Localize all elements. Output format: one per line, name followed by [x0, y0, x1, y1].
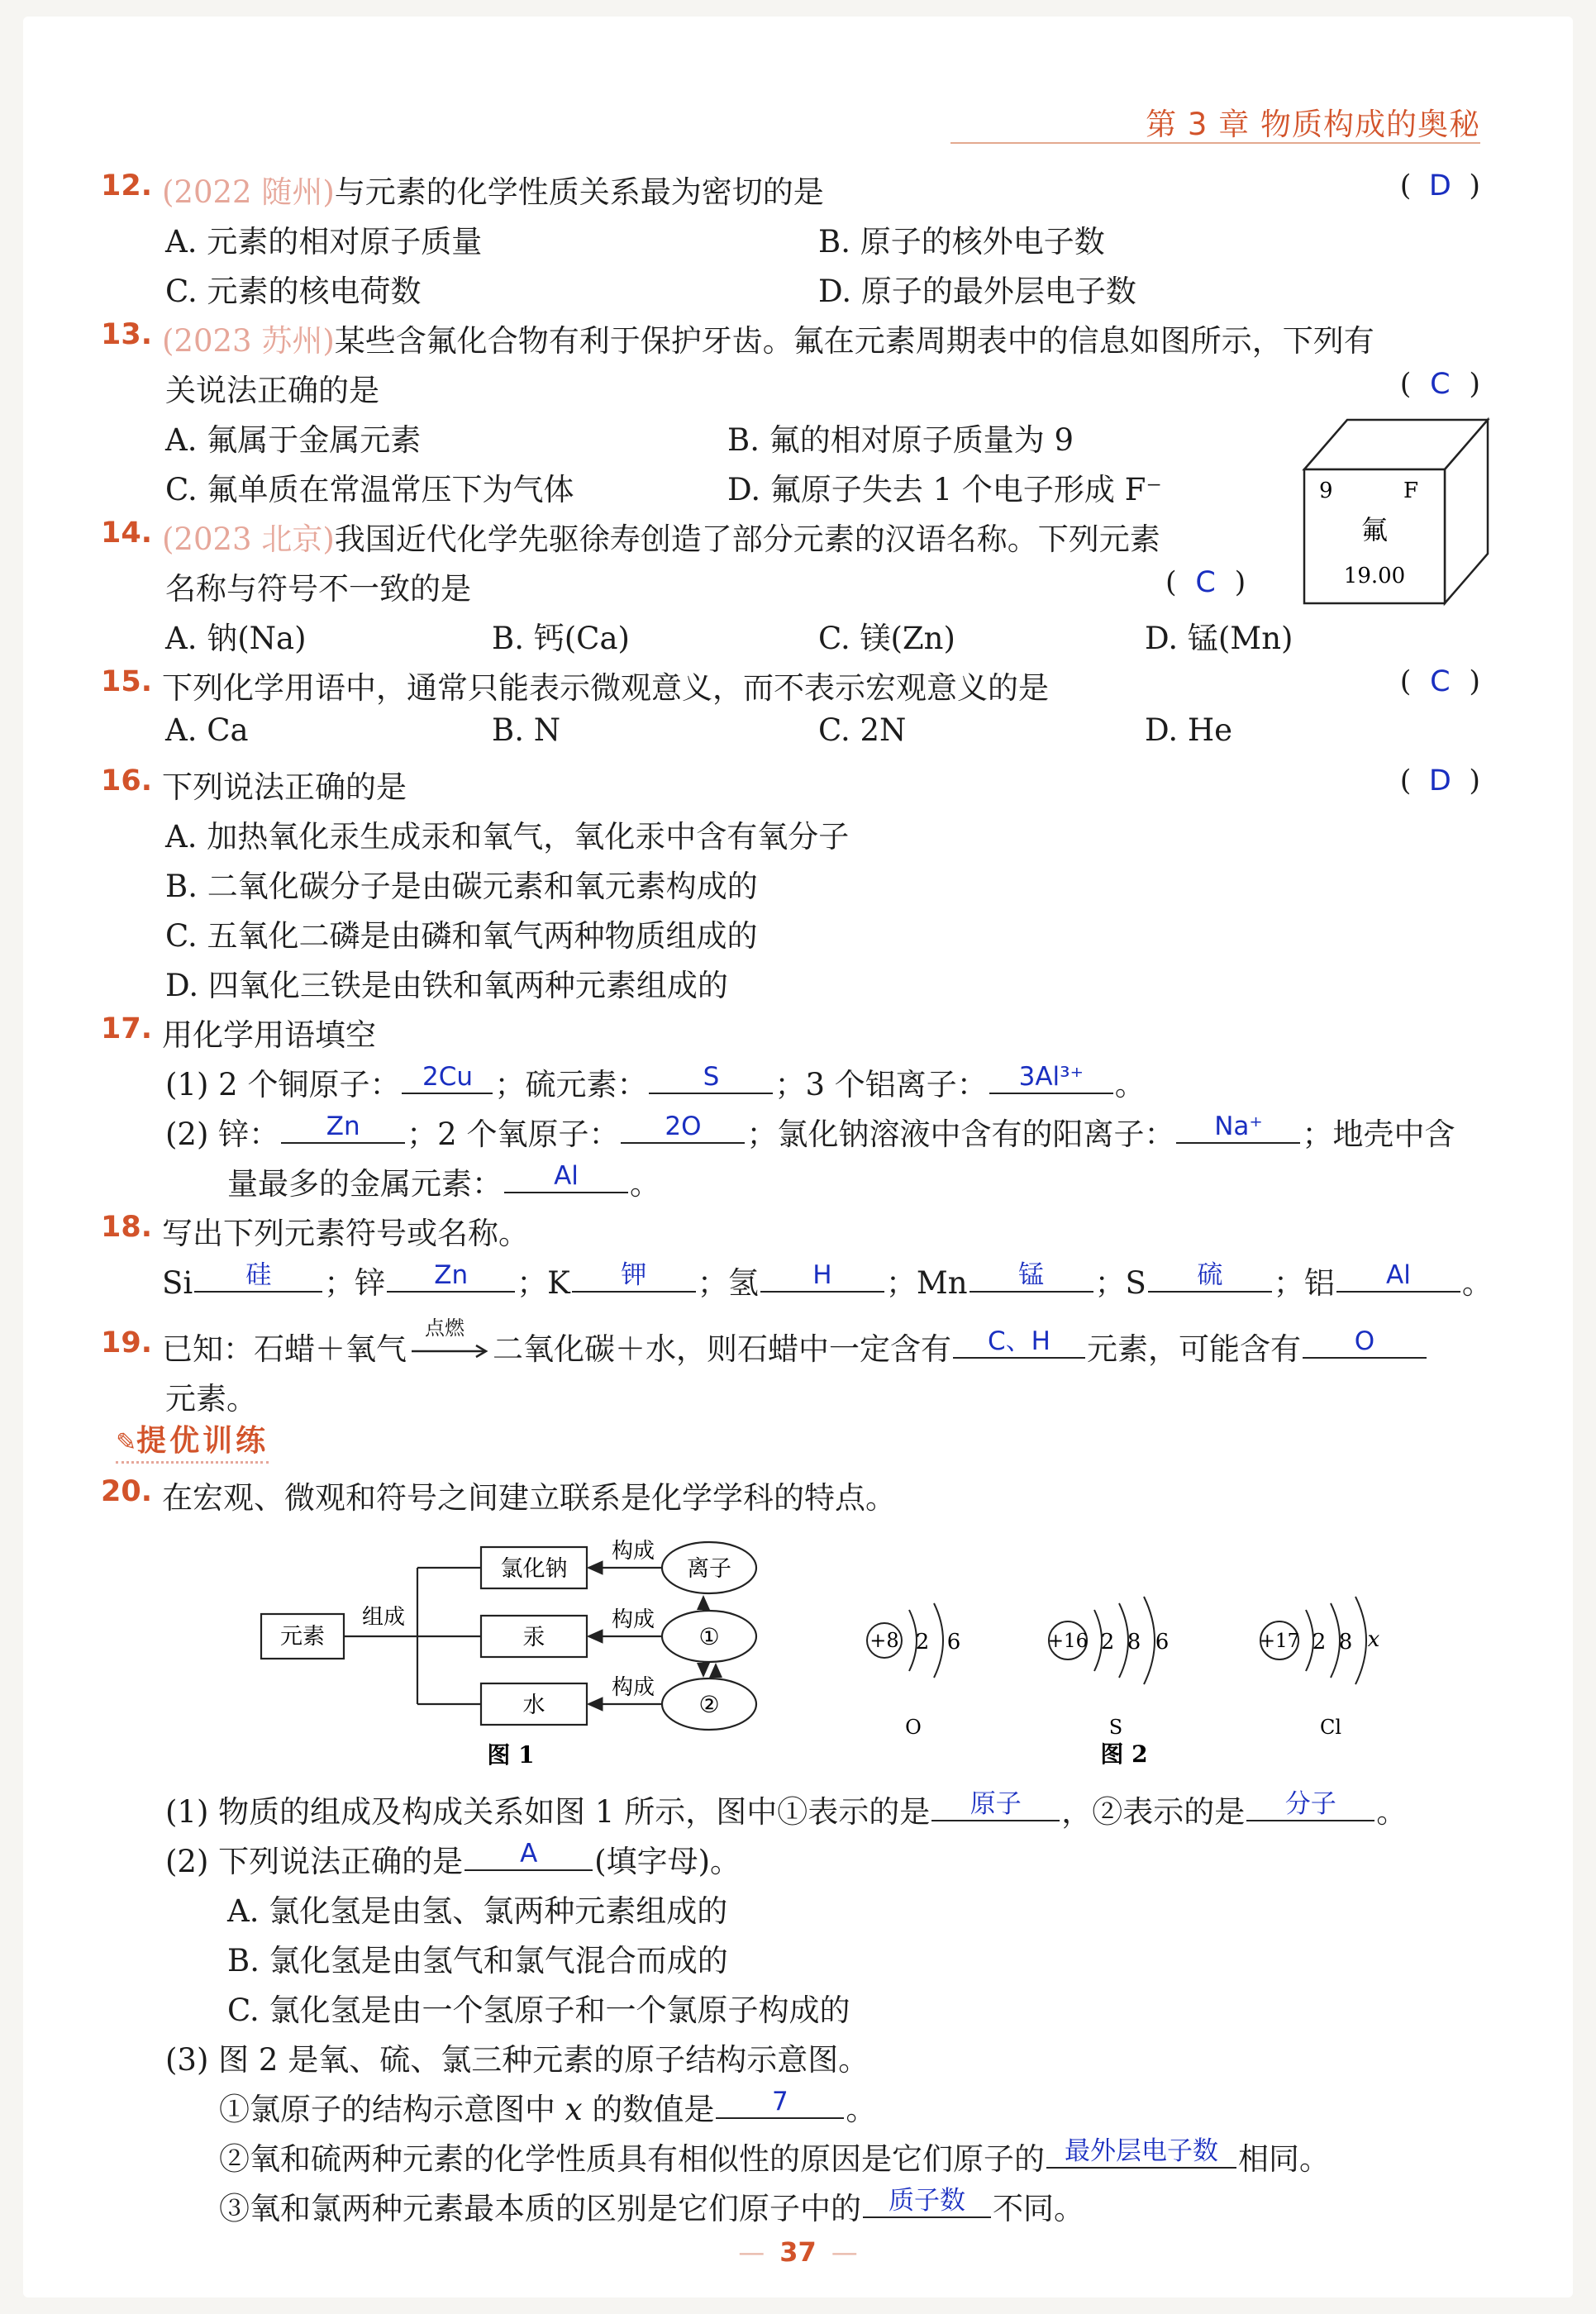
- q20-part2: (2) 下列说法正确的是 A (填字母)。: [165, 1839, 741, 1879]
- pencil-icon: ✎: [116, 1428, 137, 1457]
- q15-number: 15.: [101, 665, 153, 698]
- q18-answer-hydrogen: H: [812, 1260, 832, 1290]
- fig2-caption: 图 2: [1100, 1740, 1148, 1768]
- figure-1-diagram: [248, 1516, 785, 1769]
- element-atomic-number: 9: [1319, 479, 1333, 503]
- q20-blank-2[interactable]: [1246, 1788, 1374, 1821]
- q18-line: Si 硅 ；锌 Zn ；K 钾 ；氢 H ；Mn 锰 ；S 硫 ；铝 Al 。: [162, 1260, 1493, 1301]
- q17-answer-aluminium-ion: 3Al³⁺: [1018, 1062, 1084, 1092]
- q13-answer-paren: ( C ): [1399, 368, 1480, 401]
- q17-answer-crust-metal: Al: [554, 1161, 579, 1191]
- element-symbol: F: [1403, 479, 1419, 503]
- chlorine-shell-1: 2: [1312, 1630, 1327, 1655]
- q15-answer-paren: ( C ): [1399, 665, 1480, 698]
- sulfur-nucleus: +16: [1047, 1631, 1089, 1652]
- q17-line1: (1) 2 个铜原子： 2Cu ；硫元素： S ；3 个铝离子： 3Al³⁺ 。: [165, 1062, 1146, 1102]
- q14-stem-line2: 名称与符号不一致的是: [165, 571, 471, 607]
- q18-blank-zinc[interactable]: [387, 1259, 515, 1293]
- fig1-box-water: 水: [522, 1693, 545, 1718]
- atom-oxygen: [867, 1603, 960, 1739]
- q18-answer-k: 钾: [621, 1260, 647, 1290]
- q20-answer-choice: A: [520, 1839, 538, 1869]
- q13-stem-line2: 关说法正确的是: [165, 373, 379, 408]
- q17-number: 17.: [101, 1012, 153, 1045]
- fluorine-element-card: [1289, 405, 1496, 612]
- q15-stem: 下列化学用语中，通常只能表示微观意义，而不表示宏观意义的是: [162, 670, 1049, 706]
- q15-option-d: D. He: [1145, 712, 1233, 748]
- q16-stem: 下列说法正确的是: [162, 769, 407, 805]
- q14-option-c: C. 镁(Zn): [818, 621, 955, 656]
- q20-part3: (3) 图 2 是氧、硫、氯三种元素的原子结构示意图。: [165, 2042, 869, 2078]
- q16-answer-paren: ( D ): [1399, 764, 1480, 798]
- q18-blank-s[interactable]: [1148, 1259, 1272, 1293]
- page-number: — 37 —: [738, 2236, 858, 2268]
- element-name: 氟: [1360, 514, 1389, 545]
- q20-number: 20.: [101, 1475, 153, 1508]
- q18-answer-si: 硅: [245, 1260, 272, 1290]
- fig1-circle-1: ①: [698, 1623, 720, 1650]
- q20-blank-difference[interactable]: [863, 2185, 991, 2218]
- q20-blank-1[interactable]: [931, 1788, 1060, 1821]
- q18-answer-mn: 锰: [1018, 1260, 1045, 1290]
- q20-sub3: ③氧和氯两种元素最本质的区别是它们原子中的 质子数 不同。: [219, 2186, 1084, 2226]
- q17-blank-oxygen-atoms[interactable]: [621, 1111, 745, 1144]
- q13-option-d: D. 氟原子失去 1 个电子形成 F⁻: [727, 472, 1162, 507]
- q12-text: 与元素的化学性质关系最为密切的是: [334, 174, 824, 210]
- oxygen-shell-1: 2: [915, 1630, 930, 1655]
- q16-option-d: D. 四氧化三铁是由铁和氧两种元素组成的: [165, 968, 728, 1003]
- q20-answer-1: 原子: [970, 1789, 1022, 1819]
- q20-sub1: ①氯原子的结构示意图中 x 的数值是 7 。: [219, 2087, 877, 2127]
- q20-part2-option-c: C. 氯化氢是由一个氢原子和一个氯原子构成的: [227, 1993, 850, 2028]
- q17-answer-copper: 2Cu: [422, 1062, 473, 1092]
- chapter-header: 第 3 章 物质构成的奥秘: [1146, 107, 1480, 142]
- q17-stem: 用化学用语填空: [162, 1017, 376, 1053]
- q12-option-d: D. 原子的最外层电子数: [818, 274, 1136, 309]
- q13-number: 13.: [101, 318, 153, 351]
- q13-option-b: B. 氟的相对原子质量为 9: [727, 422, 1074, 458]
- q17-answer-sulfur: S: [703, 1062, 720, 1092]
- fig1-box-mercury: 汞: [522, 1625, 545, 1650]
- q20-stem: 在宏观、微观和符号之间建立联系是化学学科的特点。: [162, 1480, 896, 1516]
- q15-option-b: B. N: [492, 712, 561, 748]
- fig1-build-label-2: 构成: [611, 1607, 655, 1632]
- q15-option-a: A. Ca: [165, 712, 249, 748]
- q17-blank-sulfur[interactable]: [649, 1061, 773, 1094]
- q14-option-a: A. 钠(Na): [165, 621, 307, 656]
- q15-option-c: C. 2N: [818, 712, 907, 748]
- q13-option-c: C. 氟单质在常温常压下为气体: [165, 472, 574, 507]
- q12-source: (2022 随州): [162, 174, 335, 210]
- q19-answer-definite: C、H: [988, 1326, 1051, 1356]
- q19-number: 19.: [101, 1326, 153, 1359]
- atom-chlorine: [1260, 1597, 1380, 1739]
- fig1-box-nacl: 氯化钠: [500, 1556, 568, 1582]
- q18-blank-mn[interactable]: [970, 1259, 1093, 1293]
- q18-blank-si[interactable]: [194, 1259, 322, 1293]
- chlorine-label: Cl: [1319, 1716, 1342, 1739]
- q17-line3: 量最多的金属元素： Al 。: [227, 1161, 660, 1202]
- q14-source: (2023 北京): [162, 521, 335, 557]
- q20-part1: (1) 物质的组成及构成关系如图 1 所示，图中①表示的是 原子 ，②表示的是 分子 。: [165, 1789, 1408, 1830]
- q20-blank-x[interactable]: [716, 2086, 844, 2119]
- fig1-element-label: 元素: [280, 1624, 325, 1650]
- q17-answer-cation: Na⁺: [1214, 1112, 1263, 1141]
- q12-stem: [162, 167, 824, 212]
- q13-text: 某些含氟化合物有利于保护牙齿。氟在元素周期表中的信息如图所示，下列有: [334, 323, 1374, 359]
- q15-answer: C: [1430, 665, 1451, 698]
- q12-number: 12.: [101, 169, 153, 202]
- q17-line2: (2) 锌： Zn ；2 个氧原子： 2O ；氯化钠溶液中含有的阳离子： Na⁺ ；地壳中含: [165, 1112, 1455, 1152]
- oxygen-shell-2: 6: [946, 1630, 961, 1655]
- q18-answer-zinc: Zn: [434, 1260, 469, 1290]
- q20-answer-2: 分子: [1284, 1789, 1336, 1819]
- q19-blank-definite[interactable]: [953, 1326, 1085, 1359]
- q14-number: 14.: [101, 517, 153, 550]
- q20-blank-similarity[interactable]: [1046, 2135, 1236, 2169]
- q20-answer-x: 7: [772, 2087, 788, 2116]
- q12-answer: D: [1428, 169, 1451, 202]
- q18-stem: 写出下列元素符号或名称。: [162, 1216, 529, 1251]
- fig1-circle-2: ②: [698, 1691, 720, 1718]
- q17-answer-oxygen-atoms: 2O: [665, 1112, 702, 1141]
- fig1-compose-label: 组成: [361, 1605, 406, 1630]
- q20-blank-choice[interactable]: [465, 1838, 593, 1871]
- section-title: ✎提优训练: [116, 1417, 269, 1464]
- sulfur-label: S: [1108, 1716, 1123, 1739]
- element-mass: 19.00: [1343, 564, 1406, 588]
- q14-answer: C: [1195, 566, 1216, 599]
- chlorine-shell-2: 8: [1338, 1630, 1353, 1655]
- reaction-arrow: [410, 1317, 489, 1359]
- oxygen-label: O: [905, 1716, 922, 1739]
- q19-blank-possible[interactable]: [1303, 1326, 1427, 1359]
- q13-option-a: A. 氟属于金属元素: [165, 422, 422, 458]
- q20-sub2: ②氧和硫两种元素的化学性质具有相似性的原因是它们原子的 最外层电子数 相同。: [219, 2136, 1330, 2177]
- q19-answer-possible: O: [1354, 1326, 1375, 1356]
- q17-blank-aluminium-ion[interactable]: [989, 1061, 1113, 1094]
- sulfur-shell-2: 8: [1127, 1630, 1141, 1655]
- q16-option-b: B. 二氧化碳分子是由碳元素和氧元素构成的: [165, 869, 758, 904]
- atom-sulfur: [1048, 1597, 1170, 1739]
- fig1-build-label-3: 构成: [611, 1675, 655, 1700]
- q13-answer: C: [1430, 368, 1451, 401]
- q14-option-d: D. 锰(Mn): [1145, 621, 1293, 656]
- q20-answer-difference: 质子数: [889, 2186, 965, 2216]
- q18-blank-hydrogen[interactable]: [760, 1259, 884, 1293]
- q16-option-a: A. 加热氧化汞生成汞和氧气，氧化汞中含有氧分子: [165, 819, 850, 855]
- q14-answer-paren: ( C ): [1165, 566, 1246, 599]
- q20-part2-option-b: B. 氯化氢是由氢气和氯气混合而成的: [227, 1943, 728, 1978]
- sulfur-shell-3: 6: [1155, 1630, 1170, 1655]
- q19-line2: 元素。: [165, 1381, 257, 1416]
- oxygen-nucleus: +8: [869, 1629, 899, 1652]
- q18-blank-aluminium[interactable]: [1336, 1259, 1460, 1293]
- q20-part2-option-a: A. 氯化氢是由氢、氯两种元素组成的: [227, 1893, 728, 1929]
- q17-blank-copper[interactable]: [402, 1061, 493, 1094]
- q12-answer-paren: ( D ): [1399, 169, 1480, 202]
- q19-line: 已知：石蜡＋氧气 点燃 二氧化碳＋水，则石蜡中一定含有 C、H 元素，可能含有 O: [162, 1324, 1428, 1369]
- q16-answer: D: [1428, 764, 1451, 798]
- arrow-icon: [410, 1343, 489, 1359]
- q17-blank-zinc[interactable]: [281, 1111, 405, 1144]
- q18-number: 18.: [101, 1211, 153, 1244]
- q18-answer-s: 硫: [1197, 1260, 1223, 1290]
- q17-blank-crust-metal[interactable]: [504, 1160, 628, 1193]
- figure-2-diagram: [843, 1570, 1438, 1769]
- q16-option-c: C. 五氧化二磷是由磷和氧气两种物质组成的: [165, 918, 758, 954]
- q17-answer-zinc: Zn: [326, 1112, 360, 1141]
- header-rule: [950, 142, 1480, 144]
- q18-answer-aluminium: Al: [1386, 1260, 1411, 1290]
- fig1-build-label-1: 构成: [611, 1539, 655, 1564]
- q13-stem: [162, 316, 1374, 360]
- q16-number: 16.: [101, 764, 153, 798]
- q13-source: (2023 苏州): [162, 323, 335, 359]
- fig1-caption: 图 1: [487, 1741, 535, 1769]
- chlorine-nucleus: +17: [1259, 1631, 1300, 1652]
- reaction-condition: 点燃: [425, 1317, 465, 1340]
- chlorine-shell-3: x: [1367, 1627, 1380, 1652]
- q18-blank-k[interactable]: [572, 1259, 696, 1293]
- q12-option-a: A. 元素的相对原子质量: [165, 224, 483, 259]
- q14-text: 我国近代化学先驱徐寿创造了部分元素的汉语名称。下列元素: [334, 521, 1160, 557]
- q17-blank-cation[interactable]: [1176, 1111, 1300, 1144]
- q12-option-b: B. 原子的核外电子数: [818, 224, 1105, 259]
- q14-stem: [162, 514, 1160, 559]
- fig1-circle-ion: 离子: [687, 1556, 731, 1582]
- q12-option-c: C. 元素的核电荷数: [165, 274, 422, 309]
- q14-option-b: B. 钙(Ca): [492, 621, 630, 656]
- sulfur-shell-1: 2: [1100, 1630, 1115, 1655]
- q20-answer-similarity: 最外层电子数: [1065, 2136, 1218, 2166]
